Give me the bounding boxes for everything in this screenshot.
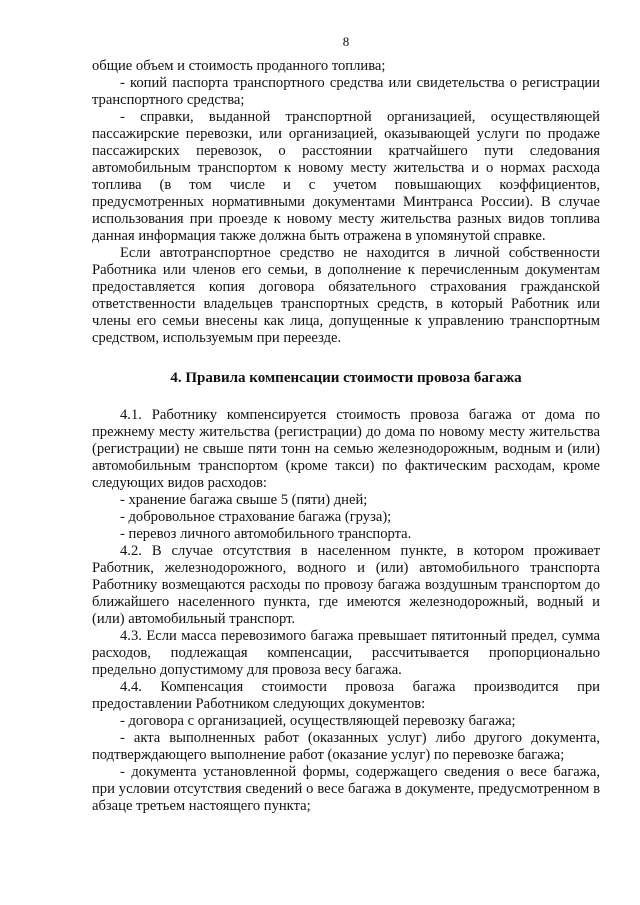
paragraph: - документа установленной формы, содержащего сведения о весе багажа, при условии отсутствия сведений о весе багажа в документе, предусмотренном в абзаце третьем настоящего пункта;: [92, 764, 600, 814]
section-3-continuation: [92, 58, 600, 347]
paragraph: 4.3. Если масса перевозимого багажа превышает пятитонный предел, сумма расходов, подлежащая компенсации, рассчитывается пропорционально предельно допустимому для провоза весу багажа.: [92, 628, 600, 678]
paragraph: - добровольное страхование багажа (груза);: [120, 509, 392, 525]
paragraph: - договора с организацией, осуществляющей перевозку багажа;: [120, 713, 516, 729]
paragraph: - хранение багажа свыше 5 (пяти) дней;: [120, 492, 368, 508]
paragraph: общие объем и стоимость проданного топлива;: [92, 58, 386, 74]
paragraph: 4.1. Работнику компенсируется стоимость провоза багажа от дома по прежнему месту жительства (регистрации) до дома по новому месту жительства (регистрации) не свыше пяти тонн на семью железнодорожным, водным и (или) автомобильным транспортом (кроме такси) по фактическим расходам, кроме следующих видов расходов:: [92, 407, 600, 491]
paragraph: - справки, выданной транспортной организацией, осуществляющей пассажирские перевозки, или организацией, оказывающей услуги по продаже пассажирских перевозок, о расстоянии кратчайшего пути следования автомобильным транспортом к новому месту жительства и о нормах расхода топлива (в том числе и с учетом повышающих коэффициентов, предусмотренных нормативными документами Минтранса России). В случае использования при проезде к новому месту жительства разных видов топлива данная информация также должна быть отражена в упомянутой справке.: [92, 109, 600, 244]
section-heading: 4. Правила компенсации стоимости провоза багажа: [170, 370, 522, 386]
paragraph: - акта выполненных работ (оказанных услуг) либо другого документа, подтверждающего выполнение работ (оказание услуг) по перевозке багажа;: [92, 730, 600, 763]
paragraph: - перевоз личного автомобильного транспорта.: [120, 526, 412, 542]
paragraph: 4.4. Компенсация стоимости провоза багажа производится при предоставлении Работником следующих документов:: [92, 679, 600, 712]
page-number: 8: [342, 34, 350, 49]
paragraph: 4.2. В случае отсутствия в населенном пункте, в котором проживает Работник, железнодорожного, водного и (или) автомобильного транспорта Работнику возмещаются расходы по провозу багажа воздушным транспортом до ближайшего населенного пункта, где имеются железнодорожный, водный и (или) автомобильный транспорт.: [92, 543, 600, 627]
paragraph: - копий паспорта транспортного средства или свидетельства о регистрации транспортного средства;: [92, 75, 600, 108]
section-4-body: [92, 407, 600, 815]
paragraph: Если автотранспортное средство не находится в личной собственности Работника или членов его семьи, в дополнение к перечисленным документам предоставляется копия договора обязательного страхования гражданской ответственности владельцев транспортных средств, в который Работник или члены его семьи внесены как лица, допущенные к управлению транспортным средством, используемым при переезде.: [92, 245, 600, 346]
